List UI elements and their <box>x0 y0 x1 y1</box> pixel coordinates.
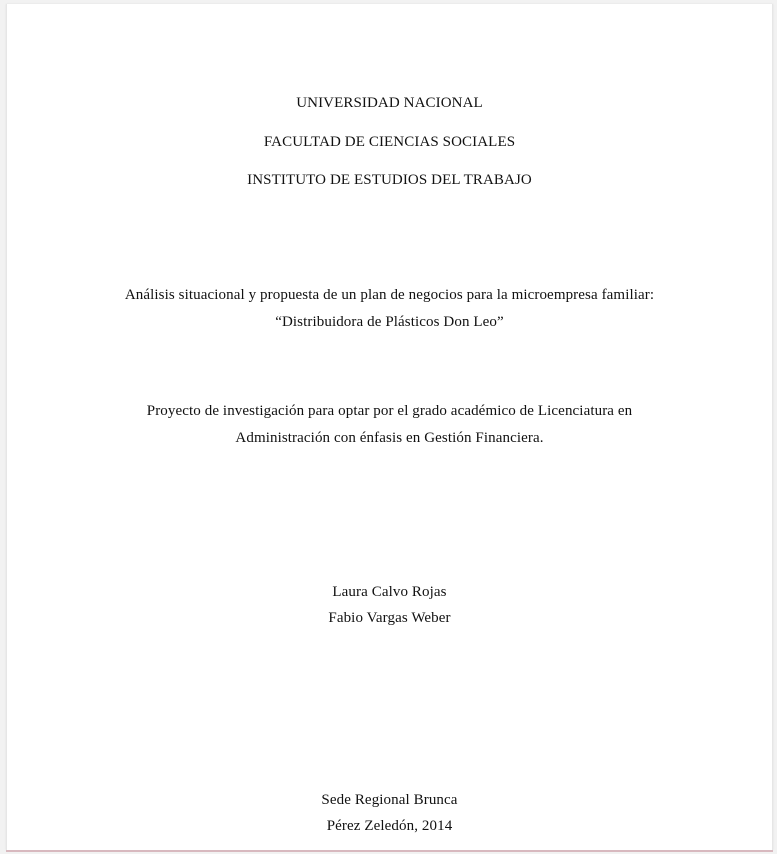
author-name: Laura Calvo Rojas <box>332 584 447 600</box>
thesis-title-line-2: “Distribuidora de Plásticos Don Leo” <box>275 314 504 330</box>
page-bottom-divider <box>6 850 773 852</box>
author-name: Fabio Vargas Weber <box>328 610 451 626</box>
university-name: UNIVERSIDAD NACIONAL <box>296 95 483 111</box>
place-and-date: Pérez Zeledón, 2014 <box>326 818 453 834</box>
purpose-line-2: Administración con énfasis en Gestión Financiera. <box>235 430 544 446</box>
campus-name: Sede Regional Brunca <box>321 792 458 808</box>
faculty-name: FACULTAD DE CIENCIAS SOCIALES <box>263 134 516 150</box>
thesis-title-line-1: Análisis situacional y propuesta de un plan de negocios para la microempresa familiar: <box>124 287 655 303</box>
document-page <box>6 4 773 850</box>
institute-name: INSTITUTO DE ESTUDIOS DEL TRABAJO <box>247 172 532 188</box>
purpose-line-1: Proyecto de investigación para optar por el grado académico de Licenciatura en <box>146 403 633 419</box>
